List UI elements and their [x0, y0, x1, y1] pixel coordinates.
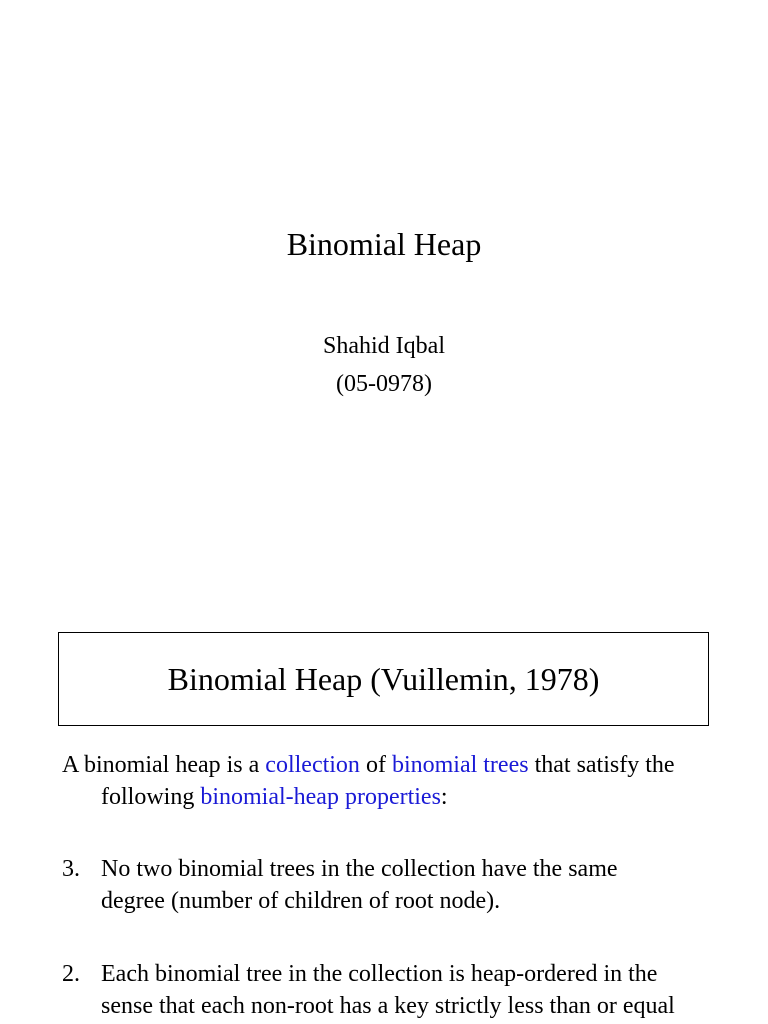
list-item [62, 853, 742, 917]
intro-text: A binomial heap is a [62, 752, 266, 778]
author-name: Shahid Iqbal [323, 333, 445, 359]
list-item-text: No two binomial trees in the collection have the same degree (number of children of root node). [101, 856, 618, 914]
highlight-binomial-trees: binomial trees [391, 752, 529, 778]
intro-text: following [101, 784, 201, 810]
intro-line-1 [62, 749, 732, 781]
slide-title: Binomial Heap [286, 226, 482, 262]
list-item-number: 2. [62, 961, 80, 987]
list-item-number: 3. [62, 856, 80, 882]
intro-paragraph [62, 749, 732, 813]
intro-line-2 [62, 781, 732, 813]
highlight-heap-properties: binomial-heap properties [200, 784, 441, 810]
intro-text: that satisfy the [528, 752, 675, 778]
intro-text: of [359, 752, 392, 778]
intro-text: : [440, 784, 448, 810]
highlight-collection: collection [265, 752, 360, 778]
slide-title-box [58, 632, 709, 726]
list-item [62, 958, 742, 1022]
author-id: (05-0978) [336, 371, 432, 397]
slide-heading: Binomial Heap (Vuillemin, 1978) [167, 661, 600, 697]
list-item-text: Each binomial tree in the collection is heap-ordered in the sense that each non-root has a key strictly less than or equal [101, 961, 675, 1019]
